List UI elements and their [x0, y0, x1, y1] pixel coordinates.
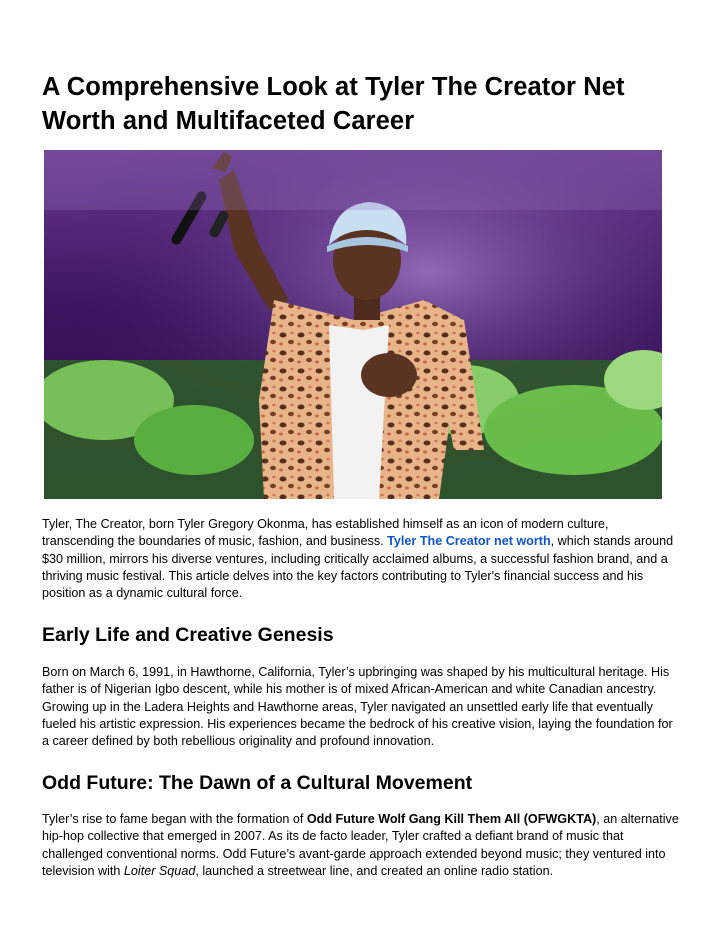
loiter-squad-title: Loiter Squad — [123, 863, 196, 878]
intro-text-1: Tyler, The Creator, born Tyler Gregory Okonma, has established himself as an icon of modern culture, transcending the boundaries of music, fashion, and business. — [42, 517, 609, 549]
section-heading-early-life: Early Life and Creative Genesis — [42, 624, 334, 646]
odd-future-paragraph — [42, 811, 682, 880]
article-title-line2: Worth and Multifaceted Career — [42, 107, 415, 135]
odd-future-text-1: Tyler’s rise to fame began with the formation of — [42, 812, 307, 826]
section-heading-odd-future: Odd Future: The Dawn of a Cultural Movement — [42, 772, 473, 794]
intro-paragraph — [42, 516, 682, 602]
hand — [361, 353, 417, 397]
hero-image — [44, 150, 662, 499]
net-worth-link[interactable]: Tyler The Creator net worth — [387, 534, 551, 549]
article-title-line1: A Comprehensive Look at Tyler The Creator Net — [42, 73, 625, 101]
article-title — [42, 70, 682, 138]
shirt — [259, 300, 454, 499]
performer-photo-illustration — [44, 150, 662, 499]
odd-future-text-3: , launched a streetwear line, and created an online radio station. — [195, 863, 554, 878]
odd-future-text-2: , an alternative hip-hop collective that emerged in 2007. As its de facto leader, Tyler crafted a defiant brand of music that challenged conventional norms. Odd Future’s avant-garde approach extended beyond music; they ventured into television with — [42, 812, 679, 878]
ofwgkta-name: Odd Future Wolf Gang Kill Them All (OFWGKTA) — [306, 812, 597, 826]
intro-text-2: , which stands around $30 million, mirrors his diverse ventures, including critically acclaimed albums, a successful fashion brand, and a thriving music festival. This article delves into the key factors contributing to Tyler's financial success and his position as a dynamic cultural force. — [42, 534, 674, 601]
early-life-paragraph: Born on March 6, 1991, in Hawthorne, California, Tyler’s upbringing was shaped by his multicultural heritage. His father is of Nigerian Igbo descent, while his mother is of mixed African-American and white Canadian ancestry. Growing up in the Ladera Heights and Hawthorne areas, Tyler navigated an unsettled early life that eventually fueled his artistic expression. His experiences became the bedrock of his creative vision, laying the foundation for a career defined by both rebellious originality and profound innovation. — [42, 665, 673, 749]
